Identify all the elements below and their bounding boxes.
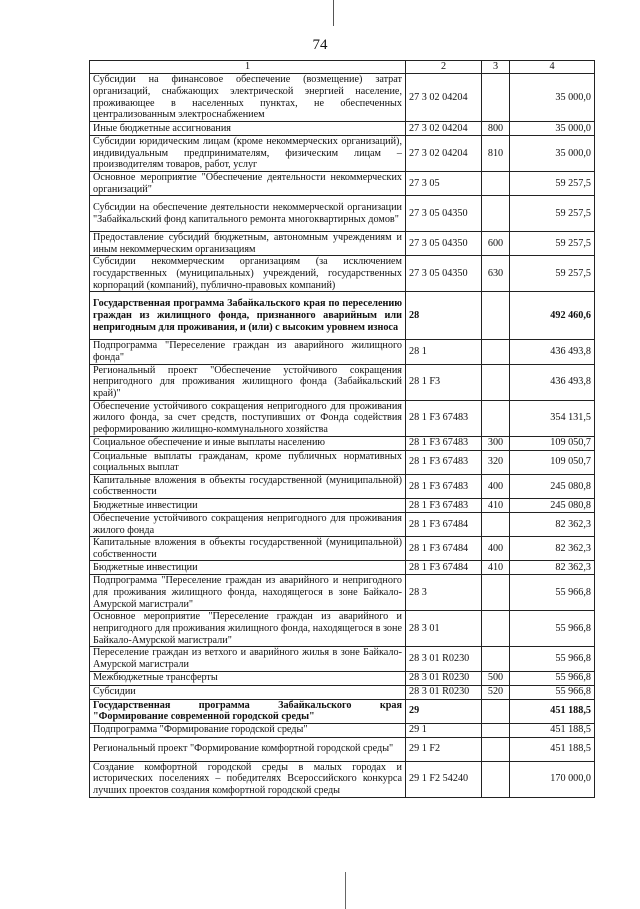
row-amount: 245 080,8 xyxy=(510,498,595,512)
table-row xyxy=(90,172,595,196)
row-code: 27 3 05 04350 xyxy=(406,196,482,232)
row-code: 28 1 F3 67483 xyxy=(406,450,482,474)
row-name: Социальное обеспечение и иные выплаты населению xyxy=(90,436,406,450)
row-amount: 82 362,3 xyxy=(510,512,595,536)
table-row xyxy=(90,611,595,647)
table-row xyxy=(90,292,595,340)
row-code: 28 1 F3 xyxy=(406,364,482,400)
row-name: Субсидии некоммерческим организациям (за исключением государственных (муниципальных) учреждений, государственных корпораций (компаний), публично-правовых компаний) xyxy=(90,256,406,292)
row-code: 28 1 F3 67483 xyxy=(406,400,482,436)
row-name: Подпрограмма "Переселение граждан из аварийного и непригодного для проживания жилищного фонда, находящегося в зоне Байкало-Амурской магистрали" xyxy=(90,575,406,611)
row-expense-type xyxy=(482,723,510,737)
row-expense-type: 600 xyxy=(482,232,510,256)
row-expense-type xyxy=(482,400,510,436)
budget-table xyxy=(89,60,595,798)
row-name: Основное мероприятие "Обеспечение деятельности некоммерческих организаций" xyxy=(90,172,406,196)
row-name: Субсидии на финансовое обеспечение (возмещение) затрат организаций, снабжающих электрической энергией население, проживающее в населенных пунктах, не обеспеченных централизованным электроснабжением xyxy=(90,74,406,122)
row-amount: 59 257,5 xyxy=(510,172,595,196)
row-code: 29 1 F2 xyxy=(406,737,482,761)
table-row xyxy=(90,364,595,400)
row-name: Государственная программа Забайкальского края "Формирование современной городской среды" xyxy=(90,699,406,723)
row-code: 28 1 F3 67484 xyxy=(406,561,482,575)
row-code: 28 1 xyxy=(406,340,482,364)
row-expense-type xyxy=(482,196,510,232)
row-code: 28 3 01 R0230 xyxy=(406,671,482,685)
table-row xyxy=(90,232,595,256)
row-expense-type xyxy=(482,340,510,364)
row-code: 28 3 01 R0230 xyxy=(406,647,482,671)
row-name: Капитальные вложения в объекты государственной (муниципальной) собственности xyxy=(90,474,406,498)
row-code: 28 3 01 R0230 xyxy=(406,685,482,699)
row-expense-type: 500 xyxy=(482,671,510,685)
row-name: Обеспечение устойчивого сокращения непригодного для проживания жилого фонда, за счет средств, поступивших от Фонда содействия реформированию жилищно-коммунального хозяйства xyxy=(90,400,406,436)
table-row xyxy=(90,74,595,122)
table-row xyxy=(90,575,595,611)
row-expense-type: 400 xyxy=(482,537,510,561)
table-row xyxy=(90,400,595,436)
row-amount: 436 493,8 xyxy=(510,364,595,400)
table-row xyxy=(90,498,595,512)
row-amount: 109 050,7 xyxy=(510,450,595,474)
scan-edge-bottom xyxy=(345,872,346,909)
row-name: Региональный проект "Обеспечение устойчивого сокращения непригодного для проживания жилищного фонда (Забайкальский край)" xyxy=(90,364,406,400)
row-code: 27 3 05 04350 xyxy=(406,232,482,256)
row-expense-type xyxy=(482,512,510,536)
table-row xyxy=(90,647,595,671)
row-code: 27 3 02 04204 xyxy=(406,122,482,136)
row-code: 28 3 01 xyxy=(406,611,482,647)
row-expense-type xyxy=(482,699,510,723)
row-expense-type xyxy=(482,172,510,196)
row-expense-type: 800 xyxy=(482,122,510,136)
row-expense-type: 410 xyxy=(482,561,510,575)
row-amount: 82 362,3 xyxy=(510,561,595,575)
row-expense-type xyxy=(482,364,510,400)
row-code: 28 1 F3 67483 xyxy=(406,436,482,450)
page-number: 74 xyxy=(312,37,328,53)
row-code: 28 1 F3 67483 xyxy=(406,474,482,498)
row-amount: 59 257,5 xyxy=(510,232,595,256)
row-name: Субсидии xyxy=(90,685,406,699)
row-expense-type: 410 xyxy=(482,498,510,512)
row-name: Основное мероприятие "Переселение граждан из аварийного и непригодного для проживания жилищного фонда, находящегося в зоне Байкало-Амурской магистрали" xyxy=(90,611,406,647)
row-expense-type: 520 xyxy=(482,685,510,699)
row-name: Предоставление субсидий бюджетным, автономным учреждениям и иным некоммерческим организациям xyxy=(90,232,406,256)
scan-edge-top xyxy=(333,0,334,26)
row-name: Обеспечение устойчивого сокращения непригодного для проживания жилого фонда xyxy=(90,512,406,536)
row-expense-type: 630 xyxy=(482,256,510,292)
row-expense-type: 810 xyxy=(482,136,510,172)
row-name: Подпрограмма "Формирование городской среды" xyxy=(90,723,406,737)
row-amount: 35 000,0 xyxy=(510,122,595,136)
row-name: Межбюджетные трансферты xyxy=(90,671,406,685)
row-amount: 354 131,5 xyxy=(510,400,595,436)
row-amount: 451 188,5 xyxy=(510,737,595,761)
table-row xyxy=(90,699,595,723)
column-header: 2 xyxy=(406,61,482,74)
row-code: 29 xyxy=(406,699,482,723)
table-row xyxy=(90,512,595,536)
row-code: 28 1 F3 67484 xyxy=(406,512,482,536)
row-expense-type xyxy=(482,575,510,611)
row-code: 27 3 02 04204 xyxy=(406,74,482,122)
table-row xyxy=(90,685,595,699)
row-name: Субсидии юридическим лицам (кроме некоммерческих организаций), индивидуальным предпринимателям, физическим лицам – производителям товаров, работ, услуг xyxy=(90,136,406,172)
row-expense-type xyxy=(482,737,510,761)
row-expense-type xyxy=(482,292,510,340)
row-amount: 170 000,0 xyxy=(510,761,595,797)
row-code: 27 3 05 04350 xyxy=(406,256,482,292)
row-amount: 55 966,8 xyxy=(510,575,595,611)
row-code: 29 1 F2 54240 xyxy=(406,761,482,797)
row-name: Государственная программа Забайкальского края по переселению граждан из жилищного фонда, признанного аварийным или непригодным для проживания, и (или) с высоким уровнем износа xyxy=(90,292,406,340)
row-amount: 82 362,3 xyxy=(510,537,595,561)
column-header: 3 xyxy=(482,61,510,74)
row-amount: 245 080,8 xyxy=(510,474,595,498)
row-code: 28 xyxy=(406,292,482,340)
table-body xyxy=(90,74,595,798)
row-expense-type: 320 xyxy=(482,450,510,474)
row-code: 27 3 02 04204 xyxy=(406,136,482,172)
row-code: 28 1 F3 67484 xyxy=(406,537,482,561)
row-name: Подпрограмма "Переселение граждан из аварийного жилищного фонда" xyxy=(90,340,406,364)
table-row xyxy=(90,737,595,761)
table-row xyxy=(90,723,595,737)
row-amount: 59 257,5 xyxy=(510,196,595,232)
row-amount: 436 493,8 xyxy=(510,340,595,364)
row-name: Бюджетные инвестиции xyxy=(90,498,406,512)
table-row xyxy=(90,122,595,136)
row-code: 28 1 F3 67483 xyxy=(406,498,482,512)
row-amount: 55 966,8 xyxy=(510,671,595,685)
column-header: 4 xyxy=(510,61,595,74)
row-expense-type xyxy=(482,611,510,647)
table-row xyxy=(90,561,595,575)
row-amount: 451 188,5 xyxy=(510,699,595,723)
row-expense-type xyxy=(482,761,510,797)
row-expense-type: 300 xyxy=(482,436,510,450)
row-name: Переселение граждан из ветхого и аварийного жилья в зоне Байкало-Амурской магистрали xyxy=(90,647,406,671)
header-row xyxy=(90,61,595,74)
row-code: 27 3 05 xyxy=(406,172,482,196)
row-expense-type: 400 xyxy=(482,474,510,498)
row-amount: 55 966,8 xyxy=(510,685,595,699)
table-row xyxy=(90,436,595,450)
table-row xyxy=(90,196,595,232)
table-row xyxy=(90,136,595,172)
row-amount: 55 966,8 xyxy=(510,611,595,647)
table-row xyxy=(90,671,595,685)
row-expense-type xyxy=(482,647,510,671)
row-amount: 55 966,8 xyxy=(510,647,595,671)
table-row xyxy=(90,450,595,474)
row-expense-type xyxy=(482,74,510,122)
row-name: Бюджетные инвестиции xyxy=(90,561,406,575)
row-amount: 59 257,5 xyxy=(510,256,595,292)
row-code: 29 1 xyxy=(406,723,482,737)
table-row xyxy=(90,537,595,561)
row-name: Субсидии на обеспечение деятельности некоммерческой организации "Забайкальский фонд капитального ремонта многоквартирных домов" xyxy=(90,196,406,232)
row-amount: 492 460,6 xyxy=(510,292,595,340)
row-amount: 35 000,0 xyxy=(510,136,595,172)
table-row xyxy=(90,340,595,364)
table-row xyxy=(90,761,595,797)
row-amount: 109 050,7 xyxy=(510,436,595,450)
row-name: Региональный проект "Формирование комфортной городской среды" xyxy=(90,737,406,761)
row-amount: 451 188,5 xyxy=(510,723,595,737)
table-row xyxy=(90,474,595,498)
row-name: Иные бюджетные ассигнования xyxy=(90,122,406,136)
row-name: Социальные выплаты гражданам, кроме публичных нормативных социальных выплат xyxy=(90,450,406,474)
row-code: 28 3 xyxy=(406,575,482,611)
table-row xyxy=(90,256,595,292)
row-name: Создание комфортной городской среды в малых городах и исторических поселениях – победителях Всероссийского конкурса лучших проектов создания комфортной городской среды xyxy=(90,761,406,797)
column-header: 1 xyxy=(90,61,406,74)
row-name: Капитальные вложения в объекты государственной (муниципальной) собственности xyxy=(90,537,406,561)
row-amount: 35 000,0 xyxy=(510,74,595,122)
